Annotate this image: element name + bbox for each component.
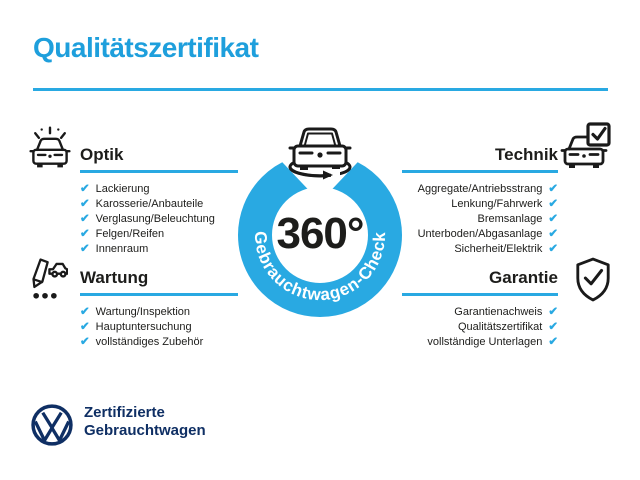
check-icon: ✔: [80, 335, 90, 348]
list-item: [402, 182, 558, 197]
list-item: [80, 242, 238, 257]
item-label: Verglasung/Beleuchtung: [95, 213, 215, 225]
car-checkbox-icon: [560, 122, 612, 174]
check-icon: ✔: [548, 335, 558, 348]
check-icon: ✔: [548, 242, 558, 255]
section-divider: [402, 170, 558, 173]
shiny-car-icon: [26, 124, 74, 172]
check-icon: ✔: [80, 227, 90, 240]
item-label: Innenraum: [95, 243, 149, 255]
checklist-technik: [402, 182, 558, 257]
item-label: Wartung/Inspektion: [95, 306, 191, 318]
list-item: [402, 335, 558, 350]
section-garantie: [402, 268, 558, 350]
item-label: Aggregate/Antriebsstrang: [417, 183, 543, 195]
check-icon: ✔: [80, 197, 90, 210]
list-item: [402, 197, 558, 212]
footer-brand-line2: Gebrauchtwagen: [84, 422, 206, 439]
title-divider: [33, 88, 608, 91]
section-divider: [402, 293, 558, 296]
checklist-wartung: [80, 305, 238, 350]
section-title-wartung: Wartung: [80, 268, 149, 287]
list-item: [402, 305, 558, 320]
list-item: [80, 197, 238, 212]
shield-check-icon: [574, 257, 612, 303]
item-label: Bremsanlage: [477, 213, 543, 225]
list-item: [80, 335, 238, 350]
item-label: Qualitätszertifikat: [457, 321, 543, 333]
check-icon: ✔: [80, 242, 90, 255]
degrees-value: 360°: [276, 209, 364, 258]
footer-brand-text: [84, 404, 206, 440]
item-label: vollständiges Zubehör: [95, 336, 204, 348]
section-divider: [80, 170, 238, 173]
check-icon: ✔: [80, 182, 90, 195]
section-technik: [402, 145, 558, 257]
item-label: Garantienachweis: [454, 306, 543, 318]
check-icon: ✔: [548, 197, 558, 210]
list-item: [80, 182, 238, 197]
check-icon: ✔: [80, 212, 90, 225]
check-icon: ✔: [548, 227, 558, 240]
section-title-garantie: Garantie: [489, 268, 558, 287]
checklist-optik: [80, 182, 238, 257]
pencil-car-checklist-icon: [22, 256, 68, 302]
item-label: Karosserie/Anbauteile: [95, 198, 204, 210]
item-label: Lenkung/Fahrwerk: [451, 198, 543, 210]
list-item: [80, 320, 238, 335]
footer-brand-line1: Zertifizierte: [84, 404, 165, 421]
vw-logo: [30, 403, 74, 447]
list-item: [80, 212, 238, 227]
ring-label: Gebrauchtwagen-Check: [250, 230, 390, 305]
item-label: Sicherheit/Elektrik: [454, 243, 543, 255]
section-wartung: [80, 268, 238, 350]
check-icon: ✔: [80, 305, 90, 318]
item-label: Unterboden/Abgasanlage: [417, 228, 543, 240]
check-icon: ✔: [548, 182, 558, 195]
list-item: [402, 242, 558, 257]
section-title-technik: Technik: [495, 145, 558, 164]
list-item: [402, 320, 558, 335]
check-icon: ✔: [548, 212, 558, 225]
list-item: [402, 227, 558, 242]
section-divider: [80, 293, 238, 296]
check-icon: ✔: [80, 320, 90, 333]
check-icon: ✔: [548, 320, 558, 333]
list-item: [80, 227, 238, 242]
section-optik: [80, 145, 238, 257]
item-label: Felgen/Reifen: [95, 228, 165, 240]
list-item: [402, 212, 558, 227]
list-item: [80, 305, 238, 320]
item-label: Lackierung: [95, 183, 150, 195]
center-badge: [230, 118, 410, 327]
checklist-garantie: [402, 305, 558, 350]
check-icon: ✔: [548, 305, 558, 318]
item-label: vollständige Unterlagen: [427, 336, 543, 348]
page-title: Qualitätszertifikat: [33, 32, 259, 63]
section-title-optik: Optik: [80, 145, 124, 164]
item-label: Hauptuntersuchung: [95, 321, 192, 333]
